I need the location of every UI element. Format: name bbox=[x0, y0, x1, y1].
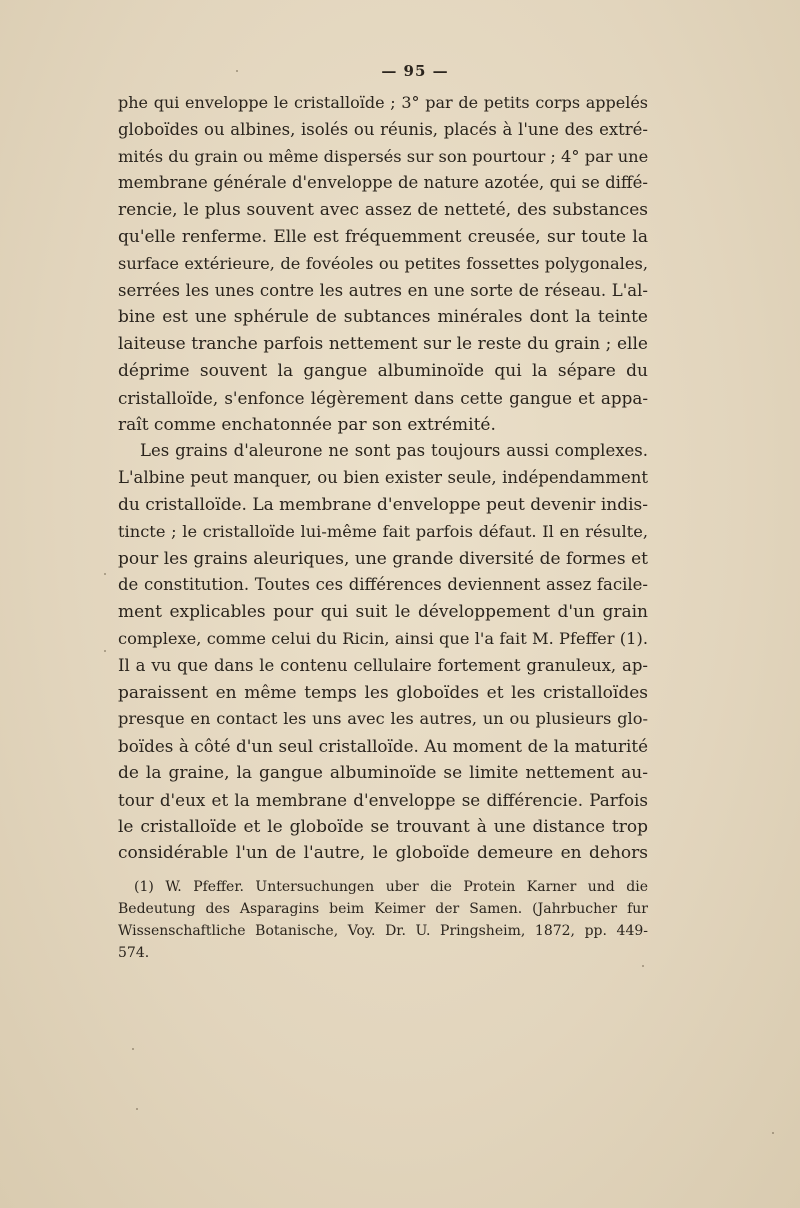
text-line: boïdes à côté d'un seul cristalloïde. Au moment de la maturité bbox=[118, 736, 648, 757]
text-line: globoïdes ou albines, isolés ou réunis, placés à l'une des extré- bbox=[118, 119, 648, 139]
footnote bbox=[118, 876, 648, 964]
text-line: Les grains d'aleurone ne sont pas toujours aussi complexes. bbox=[140, 441, 648, 461]
text-line: de la graine, la gangue albuminoïde se limite nettement au- bbox=[118, 762, 648, 783]
text-line: L'albine peut manquer, ou bien exister seule, indépendamment bbox=[118, 468, 648, 488]
footnote-line: Bedeutung des Asparagins beim Keimer der Samen. (Jahrbucher fur bbox=[118, 901, 648, 917]
paper-speck bbox=[772, 1132, 774, 1134]
text-line: phe qui enveloppe le cristalloïde ; 3° par de petits corps appelés bbox=[118, 93, 648, 112]
text-line: qu'elle renferme. Elle est fréquemment creusée, sur toute la bbox=[118, 226, 648, 247]
footnote-line: (1) W. Pfeffer. Untersuchungen uber die Protein Karner und die bbox=[134, 879, 648, 895]
text-line: bine est une sphérule de subtances minérales dont la teinte bbox=[118, 307, 648, 328]
text-line: presque en contact les uns avec les autres, un ou plusieurs glo- bbox=[118, 709, 648, 729]
text-line: paraissent en même temps les globoïdes et les cristalloïdes bbox=[118, 682, 648, 703]
text-line: Il a vu que dans le contenu cellulaire fortement granuleux, ap- bbox=[118, 655, 648, 675]
text-line: du cristalloïde. La membrane d'enveloppe peut devenir indis- bbox=[118, 494, 648, 515]
text-line: mités du grain ou même dispersés sur son pourtour ; 4° par une bbox=[118, 146, 648, 166]
text-line: raît comme enchatonnée par son extrémité. bbox=[118, 414, 496, 435]
text-line: le cristalloïde et le globoïde se trouvant à une distance trop bbox=[118, 816, 648, 837]
text-line: complexe, comme celui du Ricin, ainsi que l'a fait M. Pfeffer (1). bbox=[118, 628, 648, 648]
footnote-line: 574. bbox=[118, 945, 150, 961]
text-line: laiteuse tranche parfois nettement sur le reste du grain ; elle bbox=[118, 334, 648, 355]
paper-speck bbox=[236, 70, 238, 72]
text-line: déprime souvent la gangue albuminoïde qui la sépare du bbox=[118, 360, 648, 381]
footnote-line: Wissenschaftliche Botanische, Voy. Dr. U. Pringsheim, 1872, pp. 449- bbox=[118, 923, 648, 939]
text-line: surface extérieure, de fovéoles ou petites fossettes polygonales, bbox=[118, 253, 648, 273]
text-line: ment explicables pour qui suit le développement d'un grain bbox=[118, 602, 648, 623]
page-number: — 95 — bbox=[381, 62, 449, 80]
body-text bbox=[118, 90, 648, 867]
text-line: de constitution. Toutes ces différences deviennent assez facile- bbox=[118, 575, 648, 595]
text-line: considérable l'un de l'autre, le globoïde demeure en dehors bbox=[118, 843, 648, 864]
paper-speck bbox=[132, 1048, 134, 1050]
paper-speck bbox=[642, 965, 644, 967]
text-line: rencie, le plus souvent avec assez de netteté, des substances bbox=[118, 200, 648, 221]
text-line: membrane générale d'enveloppe de nature azotée, qui se diffé- bbox=[118, 173, 648, 193]
text-line: serrées les unes contre les autres en une sorte de réseau. L'al- bbox=[118, 280, 648, 300]
text-line: tour d'eux et la membrane d'enveloppe se différencie. Parfois bbox=[118, 789, 648, 810]
text-line: cristalloïde, s'enfonce légèrement dans cette gangue et appa- bbox=[118, 387, 648, 408]
paper-speck bbox=[104, 650, 106, 652]
paper-speck bbox=[136, 1108, 138, 1110]
paper-speck bbox=[104, 573, 106, 575]
text-line: tincte ; le cristalloïde lui-même fait parfois défaut. Il en résulte, bbox=[118, 521, 648, 541]
text-line: pour les grains aleuriques, une grande diversité de formes et bbox=[118, 548, 648, 569]
